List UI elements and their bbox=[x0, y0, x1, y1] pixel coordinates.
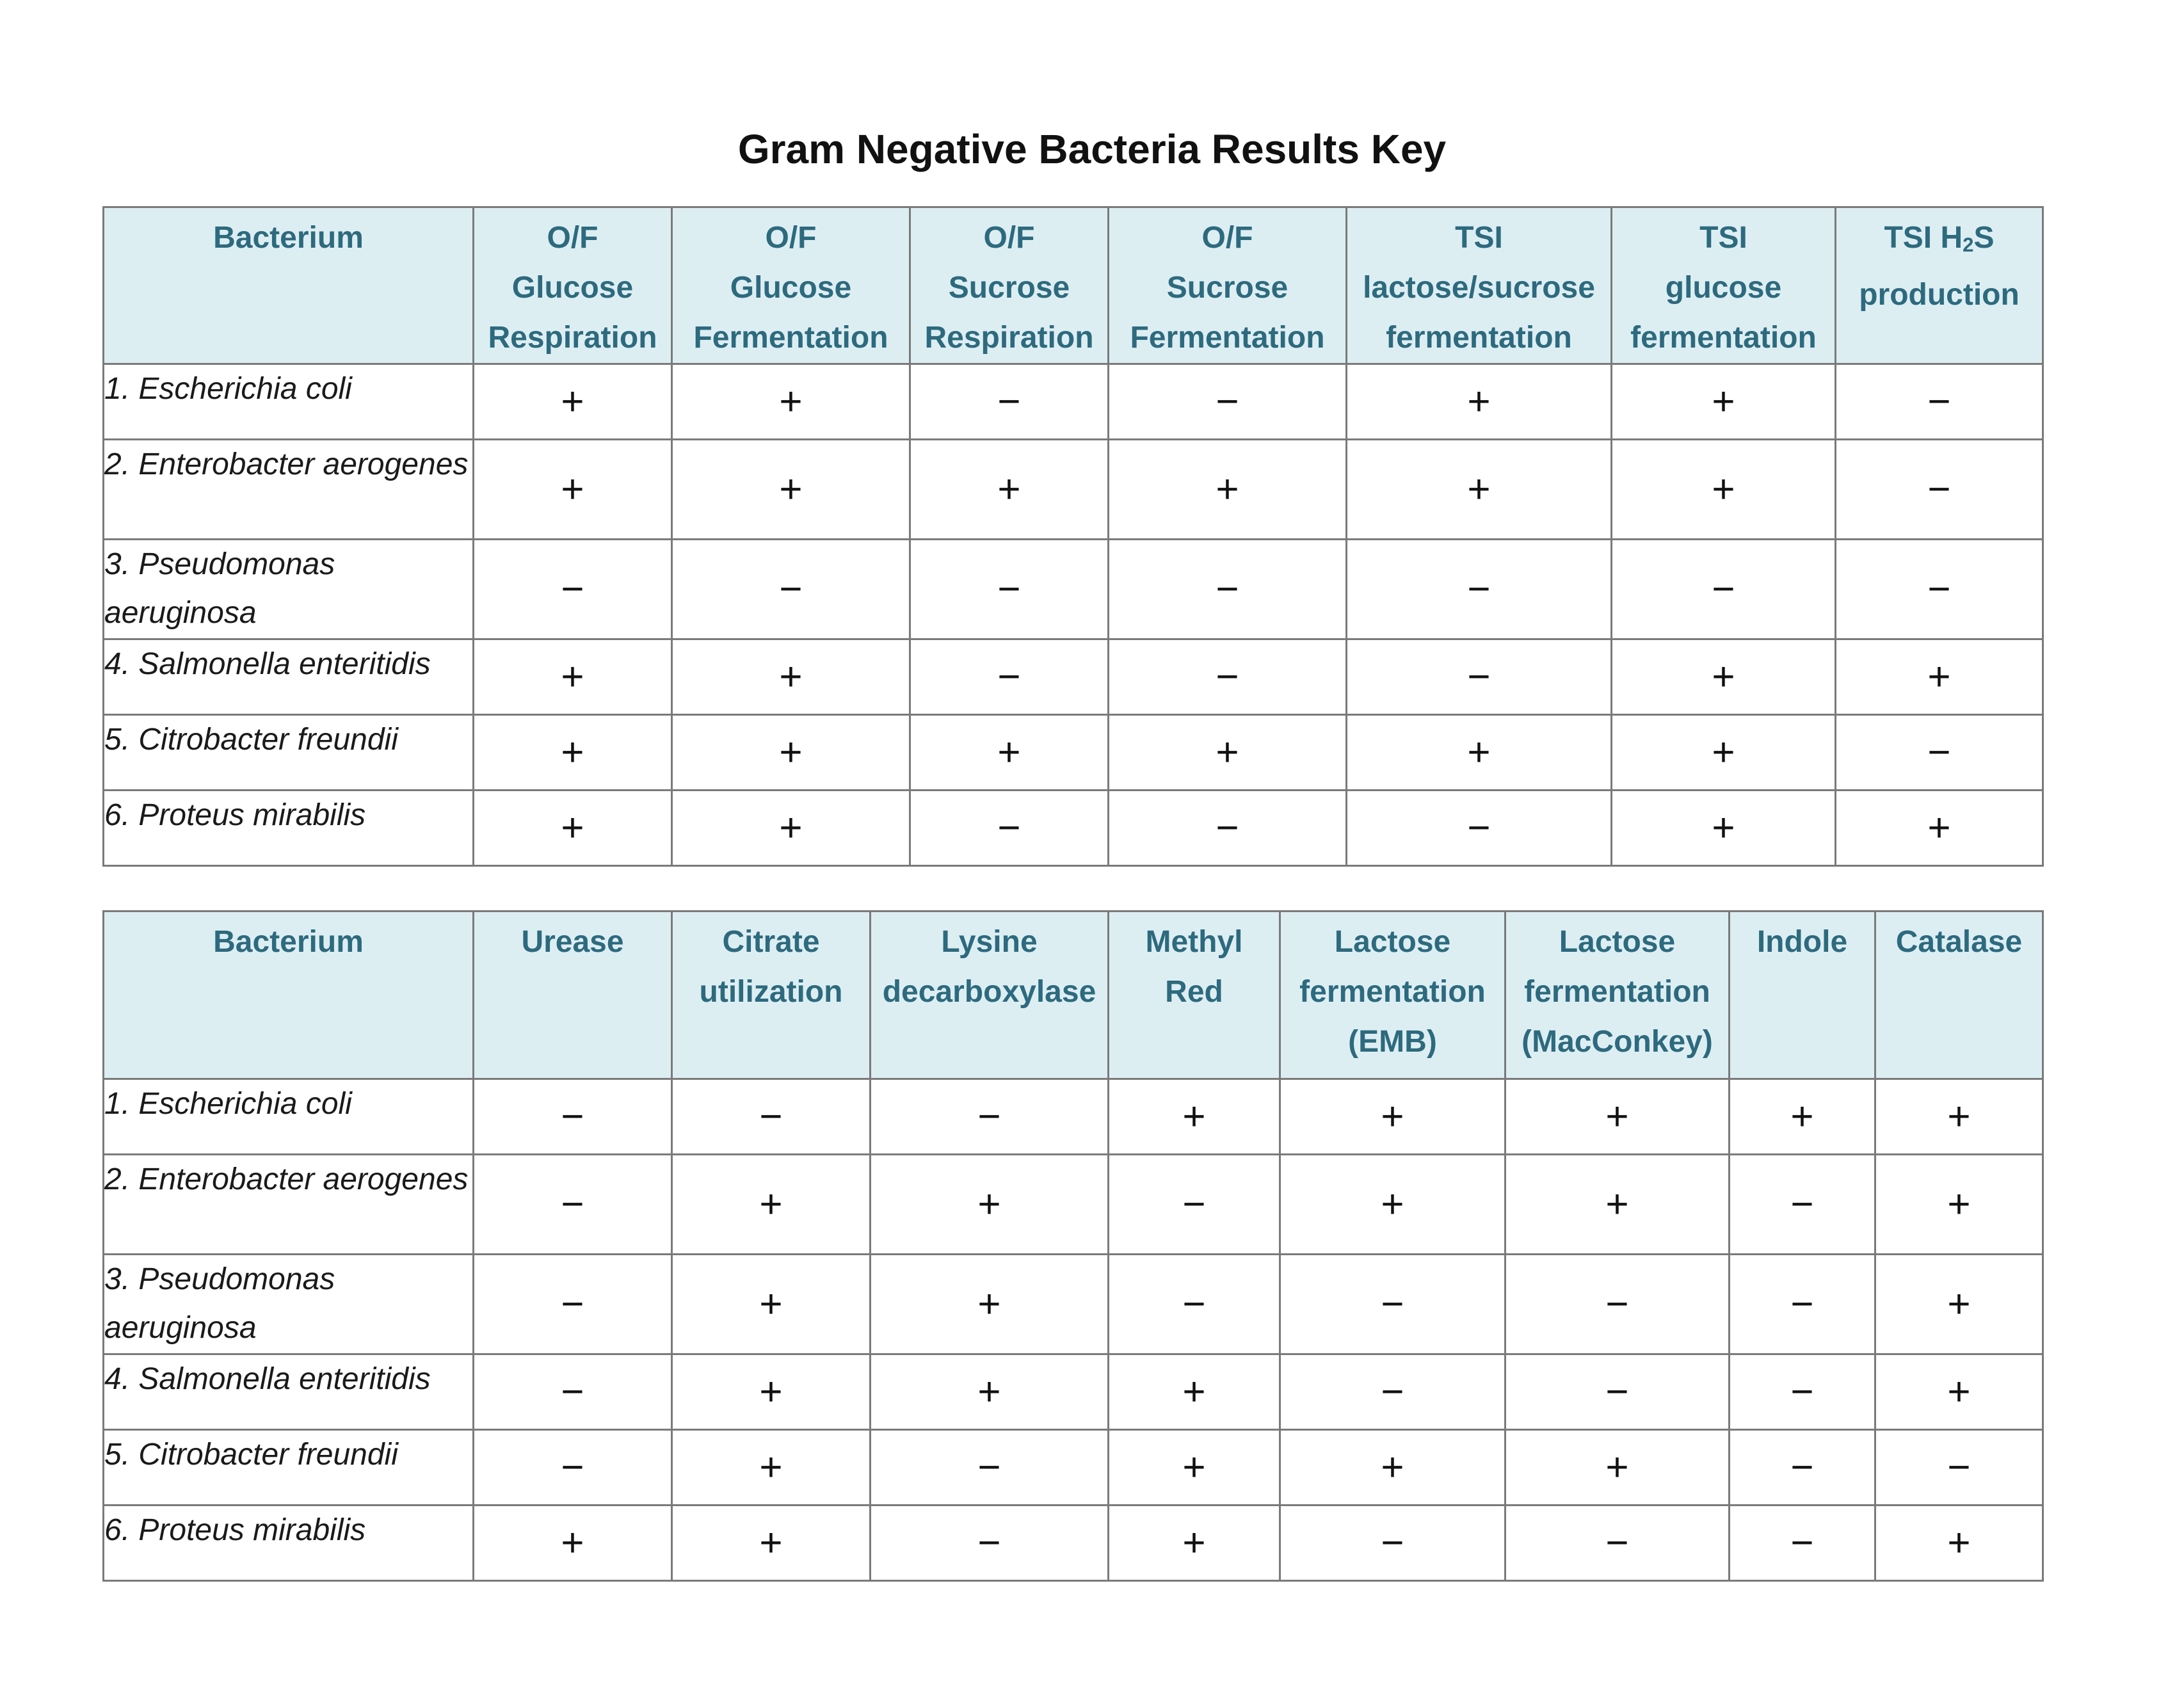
column-header-line: Glucose bbox=[511, 271, 634, 305]
column-header-line: O/F bbox=[765, 221, 817, 255]
bacterium-name: 1. Escherichia coli bbox=[104, 364, 474, 440]
table-2-header-row bbox=[104, 911, 2043, 1079]
column-header bbox=[1109, 207, 1347, 364]
result-cell: + bbox=[1612, 715, 1836, 791]
column-header-line: Respiration bbox=[488, 321, 657, 355]
column-header-line: Urease bbox=[521, 925, 624, 959]
bacterium-name: 6. Proteus mirabilis bbox=[104, 791, 474, 866]
column-header-line: O/F bbox=[983, 221, 1035, 255]
result-cell: + bbox=[1875, 1079, 2043, 1155]
column-header-line: TSI bbox=[1699, 221, 1747, 255]
bacterium-name: 4. Salmonella enteritidis bbox=[104, 1354, 474, 1430]
table-row bbox=[104, 1354, 2043, 1430]
result-cell: − bbox=[1836, 715, 2043, 791]
column-header-line: Lysine bbox=[941, 925, 1038, 959]
result-cell: − bbox=[672, 1079, 871, 1155]
column-header bbox=[474, 207, 672, 364]
result-cell: + bbox=[1347, 364, 1612, 440]
result-cell: − bbox=[910, 540, 1109, 639]
result-cell: + bbox=[474, 715, 672, 791]
table-row bbox=[104, 1155, 2043, 1255]
result-cell: − bbox=[1506, 1255, 1730, 1354]
result-cell: − bbox=[1506, 1505, 1730, 1581]
table-row bbox=[104, 440, 2043, 540]
column-header bbox=[672, 207, 910, 364]
result-cell: + bbox=[1109, 1079, 1280, 1155]
result-cell: + bbox=[1109, 1354, 1280, 1430]
result-cell: + bbox=[672, 715, 910, 791]
result-cell: + bbox=[672, 1155, 871, 1255]
result-cell: + bbox=[1612, 639, 1836, 715]
result-cell: + bbox=[1347, 440, 1612, 540]
bacterium-name: 5. Citrobacter freundii bbox=[104, 715, 474, 791]
column-header-line: Glucose bbox=[730, 271, 852, 305]
column-header-line: decarboxylase bbox=[882, 975, 1096, 1009]
column-header bbox=[871, 911, 1109, 1079]
column-header-line: Sucrose bbox=[1166, 271, 1289, 305]
column-header-line: Fermentation bbox=[1130, 321, 1325, 355]
result-cell: + bbox=[1280, 1155, 1506, 1255]
result-cell: − bbox=[1347, 791, 1612, 866]
bacterium-name: 4. Salmonella enteritidis bbox=[104, 639, 474, 715]
result-cell: − bbox=[1506, 1354, 1730, 1430]
result-cell: − bbox=[910, 639, 1109, 715]
result-cell: − bbox=[1730, 1430, 1875, 1505]
result-cell: + bbox=[474, 364, 672, 440]
column-header-line: O/F bbox=[547, 221, 598, 255]
result-cell: − bbox=[1836, 440, 2043, 540]
result-cell: − bbox=[871, 1505, 1109, 1581]
result-cell: − bbox=[1109, 791, 1347, 866]
table-row bbox=[104, 791, 2043, 866]
result-cell: − bbox=[871, 1430, 1109, 1505]
column-header-line: production bbox=[1859, 278, 2019, 312]
result-cell: − bbox=[474, 1079, 672, 1155]
results-table-2 bbox=[102, 910, 2044, 1582]
result-cell: + bbox=[1506, 1430, 1730, 1505]
result-cell: + bbox=[474, 440, 672, 540]
result-cell: − bbox=[910, 791, 1109, 866]
result-cell: − bbox=[871, 1079, 1109, 1155]
column-header-line: Bacterium bbox=[213, 221, 364, 255]
column-header bbox=[1347, 207, 1612, 364]
result-cell: + bbox=[1109, 440, 1347, 540]
table-row bbox=[104, 1430, 2043, 1505]
column-header-line: O/F bbox=[1201, 221, 1253, 255]
result-cell: + bbox=[474, 791, 672, 866]
column-header-line: Citrate bbox=[722, 925, 820, 959]
result-cell: + bbox=[871, 1354, 1109, 1430]
result-cell: − bbox=[1730, 1505, 1875, 1581]
column-header bbox=[1836, 207, 2043, 364]
result-cell: − bbox=[1280, 1255, 1506, 1354]
result-cell: + bbox=[1612, 440, 1836, 540]
column-header bbox=[474, 911, 672, 1079]
result-cell: + bbox=[1875, 1505, 2043, 1581]
result-cell: − bbox=[474, 1430, 672, 1505]
bacterium-name: 3. Pseudomonas aeruginosa bbox=[104, 540, 474, 639]
column-header-line: Lactose bbox=[1334, 925, 1451, 959]
result-cell: + bbox=[910, 715, 1109, 791]
table-row bbox=[104, 364, 2043, 440]
result-cell: + bbox=[672, 1505, 871, 1581]
column-header-line: fermentation bbox=[1630, 321, 1817, 355]
table-row bbox=[104, 715, 2043, 791]
result-cell: + bbox=[672, 1255, 871, 1354]
column-header bbox=[1730, 911, 1875, 1079]
column-header-line: (MacConkey) bbox=[1522, 1025, 1713, 1059]
table-1-header-row bbox=[104, 207, 2043, 364]
subscript-two: 2 bbox=[1963, 234, 1974, 257]
column-header-line: TSI $H_2S$ bbox=[1884, 221, 1995, 257]
result-cell: + bbox=[1109, 715, 1347, 791]
column-header-line: glucose bbox=[1665, 271, 1782, 305]
column-header bbox=[1109, 911, 1280, 1079]
result-cell: − bbox=[1875, 1430, 2043, 1505]
result-cell: + bbox=[672, 1430, 871, 1505]
result-cell: + bbox=[672, 639, 910, 715]
page-title: Gram Negative Bacteria Results Key bbox=[737, 126, 1447, 172]
column-header bbox=[104, 911, 474, 1079]
result-cell: − bbox=[1109, 1255, 1280, 1354]
column-header-line: fermentation bbox=[1524, 975, 1710, 1009]
result-cell: + bbox=[672, 440, 910, 540]
result-cell: + bbox=[1347, 715, 1612, 791]
result-cell: + bbox=[871, 1255, 1109, 1354]
column-header bbox=[1280, 911, 1506, 1079]
column-header bbox=[1612, 207, 1836, 364]
result-cell: + bbox=[1506, 1079, 1730, 1155]
bacterium-name: 3. Pseudomonas aeruginosa bbox=[104, 1255, 474, 1354]
result-cell: − bbox=[474, 1255, 672, 1354]
result-cell: − bbox=[1730, 1255, 1875, 1354]
result-cell: + bbox=[1109, 1430, 1280, 1505]
column-header-line: Methyl bbox=[1145, 925, 1243, 959]
result-cell: − bbox=[474, 1155, 672, 1255]
result-cell: + bbox=[1836, 791, 2043, 866]
column-header-line: Respiration bbox=[924, 321, 1094, 355]
result-cell: + bbox=[474, 639, 672, 715]
result-cell: − bbox=[1730, 1155, 1875, 1255]
bacterium-name: 6. Proteus mirabilis bbox=[104, 1505, 474, 1581]
result-cell: + bbox=[672, 364, 910, 440]
bacterium-name: 2. Enterobacter aerogenes bbox=[104, 440, 474, 540]
column-header bbox=[104, 207, 474, 364]
bacterium-name: 2. Enterobacter aerogenes bbox=[104, 1155, 474, 1255]
result-cell: + bbox=[1612, 364, 1836, 440]
result-cell: + bbox=[1875, 1354, 2043, 1430]
result-cell: − bbox=[910, 364, 1109, 440]
column-header-line: fermentation bbox=[1299, 975, 1486, 1009]
table-row bbox=[104, 639, 2043, 715]
result-cell: − bbox=[1836, 364, 2043, 440]
result-cell: − bbox=[1109, 364, 1347, 440]
column-header-line: Indole bbox=[1756, 925, 1848, 959]
result-cell: + bbox=[474, 1505, 672, 1581]
result-cell: − bbox=[1836, 540, 2043, 639]
result-cell: + bbox=[672, 791, 910, 866]
result-cell: − bbox=[1612, 540, 1836, 639]
result-cell: + bbox=[672, 1354, 871, 1430]
result-cell: − bbox=[474, 1354, 672, 1430]
table-1-body bbox=[104, 364, 2043, 866]
column-header-line: TSI bbox=[1455, 221, 1503, 255]
result-cell: + bbox=[1280, 1079, 1506, 1155]
column-header-line: fermentation bbox=[1386, 321, 1572, 355]
column-header-line: Bacterium bbox=[213, 925, 364, 959]
result-cell: + bbox=[1875, 1155, 2043, 1255]
result-cell: + bbox=[1280, 1430, 1506, 1505]
result-cell: + bbox=[1612, 791, 1836, 866]
result-cell: − bbox=[1109, 1155, 1280, 1255]
result-cell: − bbox=[474, 540, 672, 639]
result-cell: − bbox=[1109, 540, 1347, 639]
column-header-line: Lactose bbox=[1559, 925, 1676, 959]
column-header bbox=[1506, 911, 1730, 1079]
column-header-line: Red bbox=[1165, 975, 1223, 1009]
bacterium-name: 5. Citrobacter freundii bbox=[104, 1430, 474, 1505]
column-header-line: Catalase bbox=[1895, 925, 2023, 959]
results-table-1 bbox=[102, 206, 2044, 867]
result-cell: + bbox=[910, 440, 1109, 540]
result-cell: − bbox=[1347, 540, 1612, 639]
column-header bbox=[1875, 911, 2043, 1079]
table-row bbox=[104, 1079, 2043, 1155]
column-header-line: utilization bbox=[699, 975, 843, 1009]
result-cell: − bbox=[1280, 1354, 1506, 1430]
result-cell: + bbox=[1836, 639, 2043, 715]
column-header-line: Sucrose bbox=[948, 271, 1070, 305]
result-cell: + bbox=[1109, 1505, 1280, 1581]
table-2-body bbox=[104, 1079, 2043, 1581]
result-cell: − bbox=[1109, 639, 1347, 715]
column-header bbox=[910, 207, 1109, 364]
column-header-line: lactose/sucrose bbox=[1363, 271, 1595, 305]
result-cell: + bbox=[1875, 1255, 2043, 1354]
result-cell: + bbox=[1730, 1079, 1875, 1155]
column-header-line: (EMB) bbox=[1348, 1025, 1437, 1059]
bacterium-name: 1. Escherichia coli bbox=[104, 1079, 474, 1155]
result-cell: + bbox=[871, 1155, 1109, 1255]
result-cell: − bbox=[1280, 1505, 1506, 1581]
result-cell: − bbox=[1347, 639, 1612, 715]
table-row bbox=[104, 540, 2043, 639]
column-header-line: Fermentation bbox=[693, 321, 888, 355]
result-cell: − bbox=[672, 540, 910, 639]
table-row bbox=[104, 1255, 2043, 1354]
result-cell: + bbox=[1506, 1155, 1730, 1255]
column-header bbox=[672, 911, 871, 1079]
table-row bbox=[104, 1505, 2043, 1581]
result-cell: − bbox=[1730, 1354, 1875, 1430]
